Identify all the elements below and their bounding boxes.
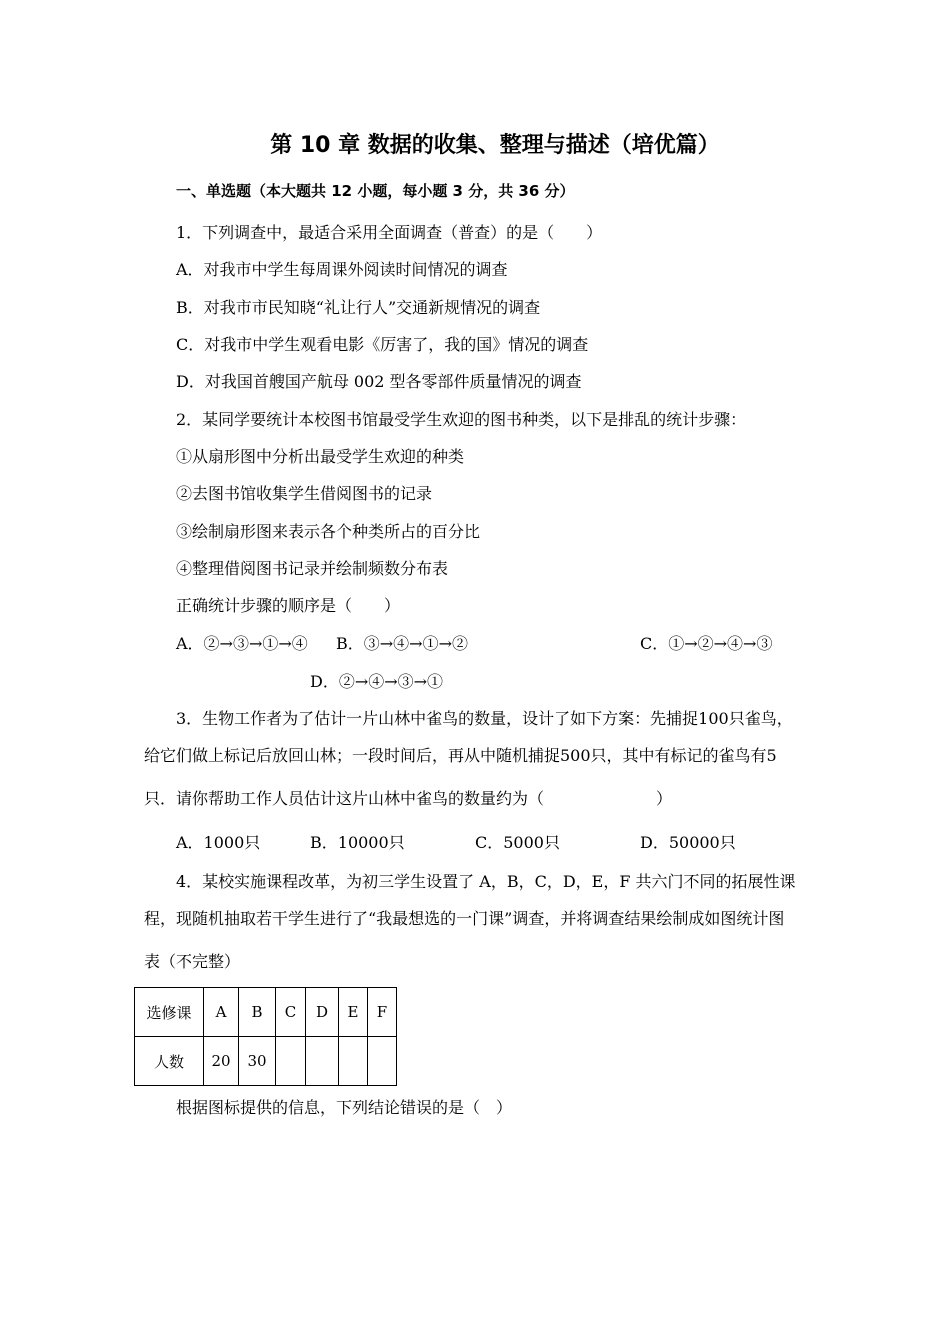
q1-option-b: B．对我市市民知晓“礼让行人”交通新规情况的调查: [176, 298, 541, 317]
q2-step-3: ③绘制扇形图来表示各个种类所占的百分比: [176, 522, 481, 541]
page-title: 第 10 章 数据的收集、整理与描述（培优篇）: [270, 133, 720, 158]
q2-step-1: ①从扇形图中分析出最受学生欢迎的种类: [176, 447, 465, 466]
q1-option-c: C．对我市中学生观看电影《厉害了，我的国》情况的调查: [176, 335, 589, 354]
q1-stem: 1．下列调查中，最适合采用全面调查（普查）的是（ ）: [176, 223, 603, 242]
q3-line-3: 只．请你帮助工作人员估计这片山林中雀鸟的数量约为（ ）: [144, 789, 673, 808]
q3-option-b: B．10000只: [310, 833, 405, 852]
table-column-e: E: [339, 988, 368, 1037]
q3-option-a: A．1000只: [176, 833, 261, 852]
table-cell-e: [339, 1037, 368, 1086]
q3-line-2: 给它们做上标记后放回山林；一段时间后，再从中随机捕捉500只，其中有标记的雀鸟有5: [144, 746, 777, 765]
q4-line-2: 程，现随机抽取若干学生进行了“我最想选的一门课”调查，并将调查结果绘制成如图统计图: [144, 909, 785, 928]
q2-option-b: B．③→④→①→②: [336, 634, 468, 653]
table-column-f: F: [368, 988, 397, 1037]
table-cell-d: [306, 1037, 339, 1086]
table-cell-c: [276, 1037, 306, 1086]
q1-option-d: D．对我国首艘国产航母 002 型各零部件质量情况的调查: [176, 372, 582, 391]
table-header-label: 选修课: [135, 988, 204, 1037]
q3-option-c: C．5000只: [475, 833, 560, 852]
q2-step-4: ④整理借阅图书记录并绘制频数分布表: [176, 559, 449, 578]
table-column-a: A: [204, 988, 239, 1037]
table-row: [135, 988, 397, 1037]
elective-course-table: [134, 987, 397, 1086]
q4-line-1: 4．某校实施课程改革，为初三学生设置了 A，B，C，D，E，F 共六门不同的拓展性课: [176, 872, 796, 891]
table-row-label: 人数: [135, 1037, 204, 1086]
section-heading: 一、单选题（本大题共 12 小题，每小题 3 分，共 36 分）: [176, 182, 575, 200]
table-cell-b: 30: [239, 1037, 276, 1086]
q4-line-3: 表（不完整）: [144, 952, 241, 971]
q4-question: 根据图标提供的信息，下列结论错误的是（ ）: [176, 1098, 513, 1117]
table-cell-f: [368, 1037, 397, 1086]
q1-option-a: A．对我市中学生每周课外阅读时间情况的调查: [176, 260, 508, 279]
table-cell-a: 20: [204, 1037, 239, 1086]
q3-line-1: 3．生物工作者为了估计一片山林中雀鸟的数量，设计了如下方案：先捕捉100只雀鸟，: [176, 709, 793, 728]
table-column-c: C: [276, 988, 306, 1037]
q2-option-a: A．②→③→①→④: [176, 634, 308, 653]
q2-option-d: D．②→④→③→①: [310, 672, 444, 691]
table-row: [135, 1037, 397, 1086]
q2-question: 正确统计步骤的顺序是（ ）: [176, 596, 401, 615]
table-column-d: D: [306, 988, 339, 1037]
q2-step-2: ②去图书馆收集学生借阅图书的记录: [176, 484, 433, 503]
table-column-b: B: [239, 988, 276, 1037]
q3-option-d: D．50000只: [640, 833, 736, 852]
q2-stem: 2．某同学要统计本校图书馆最受学生欢迎的图书种类，以下是排乱的统计步骤：: [176, 410, 747, 429]
q2-option-c: C．①→②→④→③: [640, 634, 773, 653]
